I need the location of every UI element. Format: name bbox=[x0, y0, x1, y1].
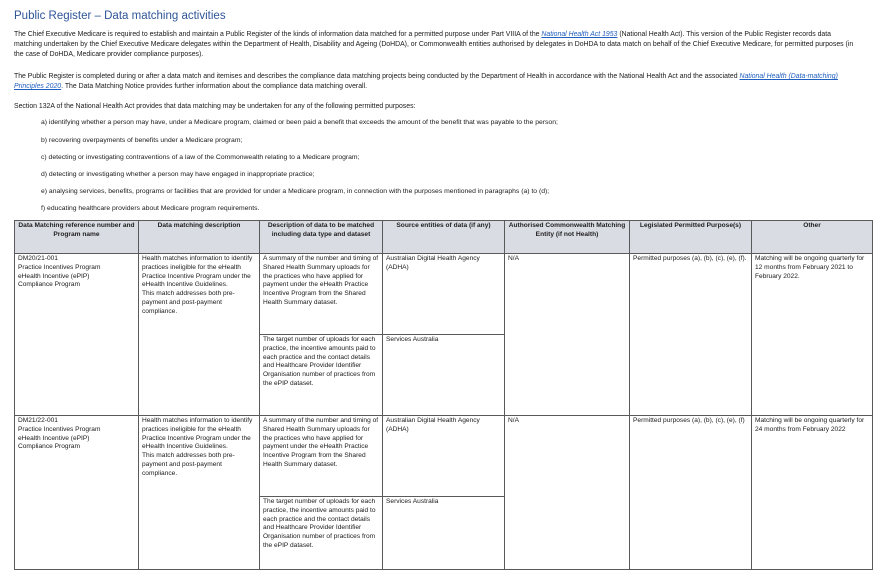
purpose-item-e: e) analysing services, benefits, programs or facilities that are provided for under a Medicare program, in connection with the purposes mentioned in paragraphs (a) to (d); bbox=[41, 188, 550, 195]
column-header-data: Description of data to be matched including data type and dataset bbox=[260, 221, 383, 254]
purpose-item-f: f) educating healthcare providers about Medicare program requirements. bbox=[41, 205, 260, 212]
column-header-entity: Authorised Commonwealth Matching Entity (if not Health) bbox=[505, 221, 630, 254]
table-row bbox=[15, 416, 873, 497]
intro-paragraph-1 bbox=[14, 30, 860, 60]
column-header-reference: Data Matching reference number and Program name bbox=[15, 221, 139, 254]
national-health-act-link[interactable]: National Health Act 1953 bbox=[541, 31, 618, 38]
reference-number: DM20/21-001 bbox=[18, 255, 58, 262]
description-cell bbox=[139, 254, 260, 416]
purpose-item-a: a) identifying whether a person may have, under a Medicare program, claimed or been paid a benefit that exceeds the amount of the benefit that was payable to the person; bbox=[41, 119, 558, 126]
column-header-description: Data matching description bbox=[139, 221, 260, 254]
description-text: This match addresses both pre-payment and post-payment compliance. bbox=[142, 290, 235, 315]
authorised-entity-cell: N/A bbox=[505, 254, 630, 416]
authorised-entity-cell: N/A bbox=[505, 416, 630, 570]
intro-paragraph-3: Section 132A of the National Health Act provides that data matching may be undertaken for any of the following permitted purposes: bbox=[14, 103, 416, 110]
purpose-item-b: b) recovering overpayments of benefits under a Medicare program; bbox=[41, 137, 243, 144]
program-name: Compliance Program bbox=[18, 281, 80, 289]
data-description-cell: A summary of the number and timing of Shared Health Summary uploads for the practices who have applied for payment under the eHealth Practice Incentive Program from the Shared Health Summary dataset. bbox=[260, 416, 383, 497]
purpose-item-d: d) detecting or investigating whether a person may have engaged in inappropriate practice; bbox=[41, 171, 315, 178]
program-name: eHealth Incentive (ePIP) bbox=[18, 272, 90, 280]
permitted-purpose-cell: Permitted purposes (a), (b), (c), (e), (f). bbox=[630, 254, 752, 416]
data-description-cell: A summary of the number and timing of Shared Health Summary uploads for the practices who have applied for payment under the eHealth Practice Incentive Program from the Shared Health Summary dataset. bbox=[260, 254, 383, 335]
description-text: Health matches information to identify practices ineligible for the eHealth Practice Incentive Program under the eHealth Incentive Guidelines. bbox=[142, 255, 253, 289]
column-header-purposes: Legislated Permitted Purpose(s) bbox=[630, 221, 752, 254]
intro-text: (National Health Act). This version of the Public Register records data matching undertaken by the Chief Executive Medicare delegates within the Department of Health, Disability and Ageing (DoHDA), or Commonwealth entities authorised by delegates in DoHDA to data match on behalf of the Chief Executive Medicare, for permitted purposes (in the case of DoHDA, Medicare provider compliance purposes). bbox=[14, 31, 854, 58]
description-text: Health matches information to identify practices ineligible for the eHealth Practice Incentive Program under the eHealth Incentive Guidelines. bbox=[142, 417, 253, 451]
program-name: Practice Incentives Program bbox=[18, 263, 101, 271]
intro-paragraph-2 bbox=[14, 72, 860, 92]
data-description-cell: The target number of uploads for each practice, the incentive amounts paid to each practice and the contact details and Healthcare Provider Identifier Organisation number of practices from the ePIP dataset. bbox=[260, 335, 383, 416]
description-text: This match addresses both pre-payment and post-payment compliance. bbox=[142, 452, 235, 477]
program-name: eHealth Incentive (ePIP) bbox=[18, 434, 90, 442]
data-matching-principles-link[interactable]: National Health (Data-matching) Principles 2020 bbox=[14, 73, 838, 90]
page-title: Public Register – Data matching activities bbox=[14, 10, 226, 22]
description-cell bbox=[139, 416, 260, 570]
source-entity-cell: Australian Digital Health Agency (ADHA) bbox=[383, 254, 505, 335]
reference-cell bbox=[15, 254, 139, 416]
source-entity-cell: Australian Digital Health Agency (ADHA) bbox=[383, 416, 505, 497]
other-cell: Matching will be ongoing quarterly for 12 months from February 2021 to February 2022. bbox=[752, 254, 873, 416]
table-header-row bbox=[15, 221, 873, 254]
purpose-item-c: c) detecting or investigating contraventions of a law of the Commonwealth relating to a Medicare program; bbox=[41, 154, 360, 161]
reference-number: DM21/22-001 bbox=[18, 417, 58, 424]
permitted-purpose-cell: Permitted purposes (a), (b), (c), (e), (f) bbox=[630, 416, 752, 570]
intro-text: The Public Register is completed during or after a data match and itemises and describes the compliance data matching projects being conducted by the Department of Health in accordance with the National Health Act and the associated bbox=[14, 73, 740, 80]
table-row bbox=[15, 254, 873, 335]
source-entity-cell: Services Australia bbox=[383, 497, 505, 570]
program-name: Practice Incentives Program bbox=[18, 425, 101, 433]
column-header-other: Other bbox=[752, 221, 873, 254]
data-matching-table bbox=[14, 220, 873, 570]
program-name: Compliance Program bbox=[18, 443, 80, 451]
other-cell: Matching will be ongoing quarterly for 24 months from February 2022 bbox=[752, 416, 873, 570]
intro-text: . The Data Matching Notice provides further information about the compliance data matching overall. bbox=[61, 83, 368, 90]
intro-text: The Chief Executive Medicare is required to establish and maintain a Public Register of the kinds of information data matched for a permitted purpose under Part VIIIA of the bbox=[14, 31, 542, 38]
reference-cell bbox=[15, 416, 139, 570]
data-description-cell: The target number of uploads for each practice, the incentive amounts paid to each practice and the contact details and Healthcare Provider Identifier Organisation number of practices from the ePIP dataset. bbox=[260, 497, 383, 570]
column-header-source: Source entities of data (if any) bbox=[383, 221, 505, 254]
source-entity-cell: Services Australia bbox=[383, 335, 505, 416]
